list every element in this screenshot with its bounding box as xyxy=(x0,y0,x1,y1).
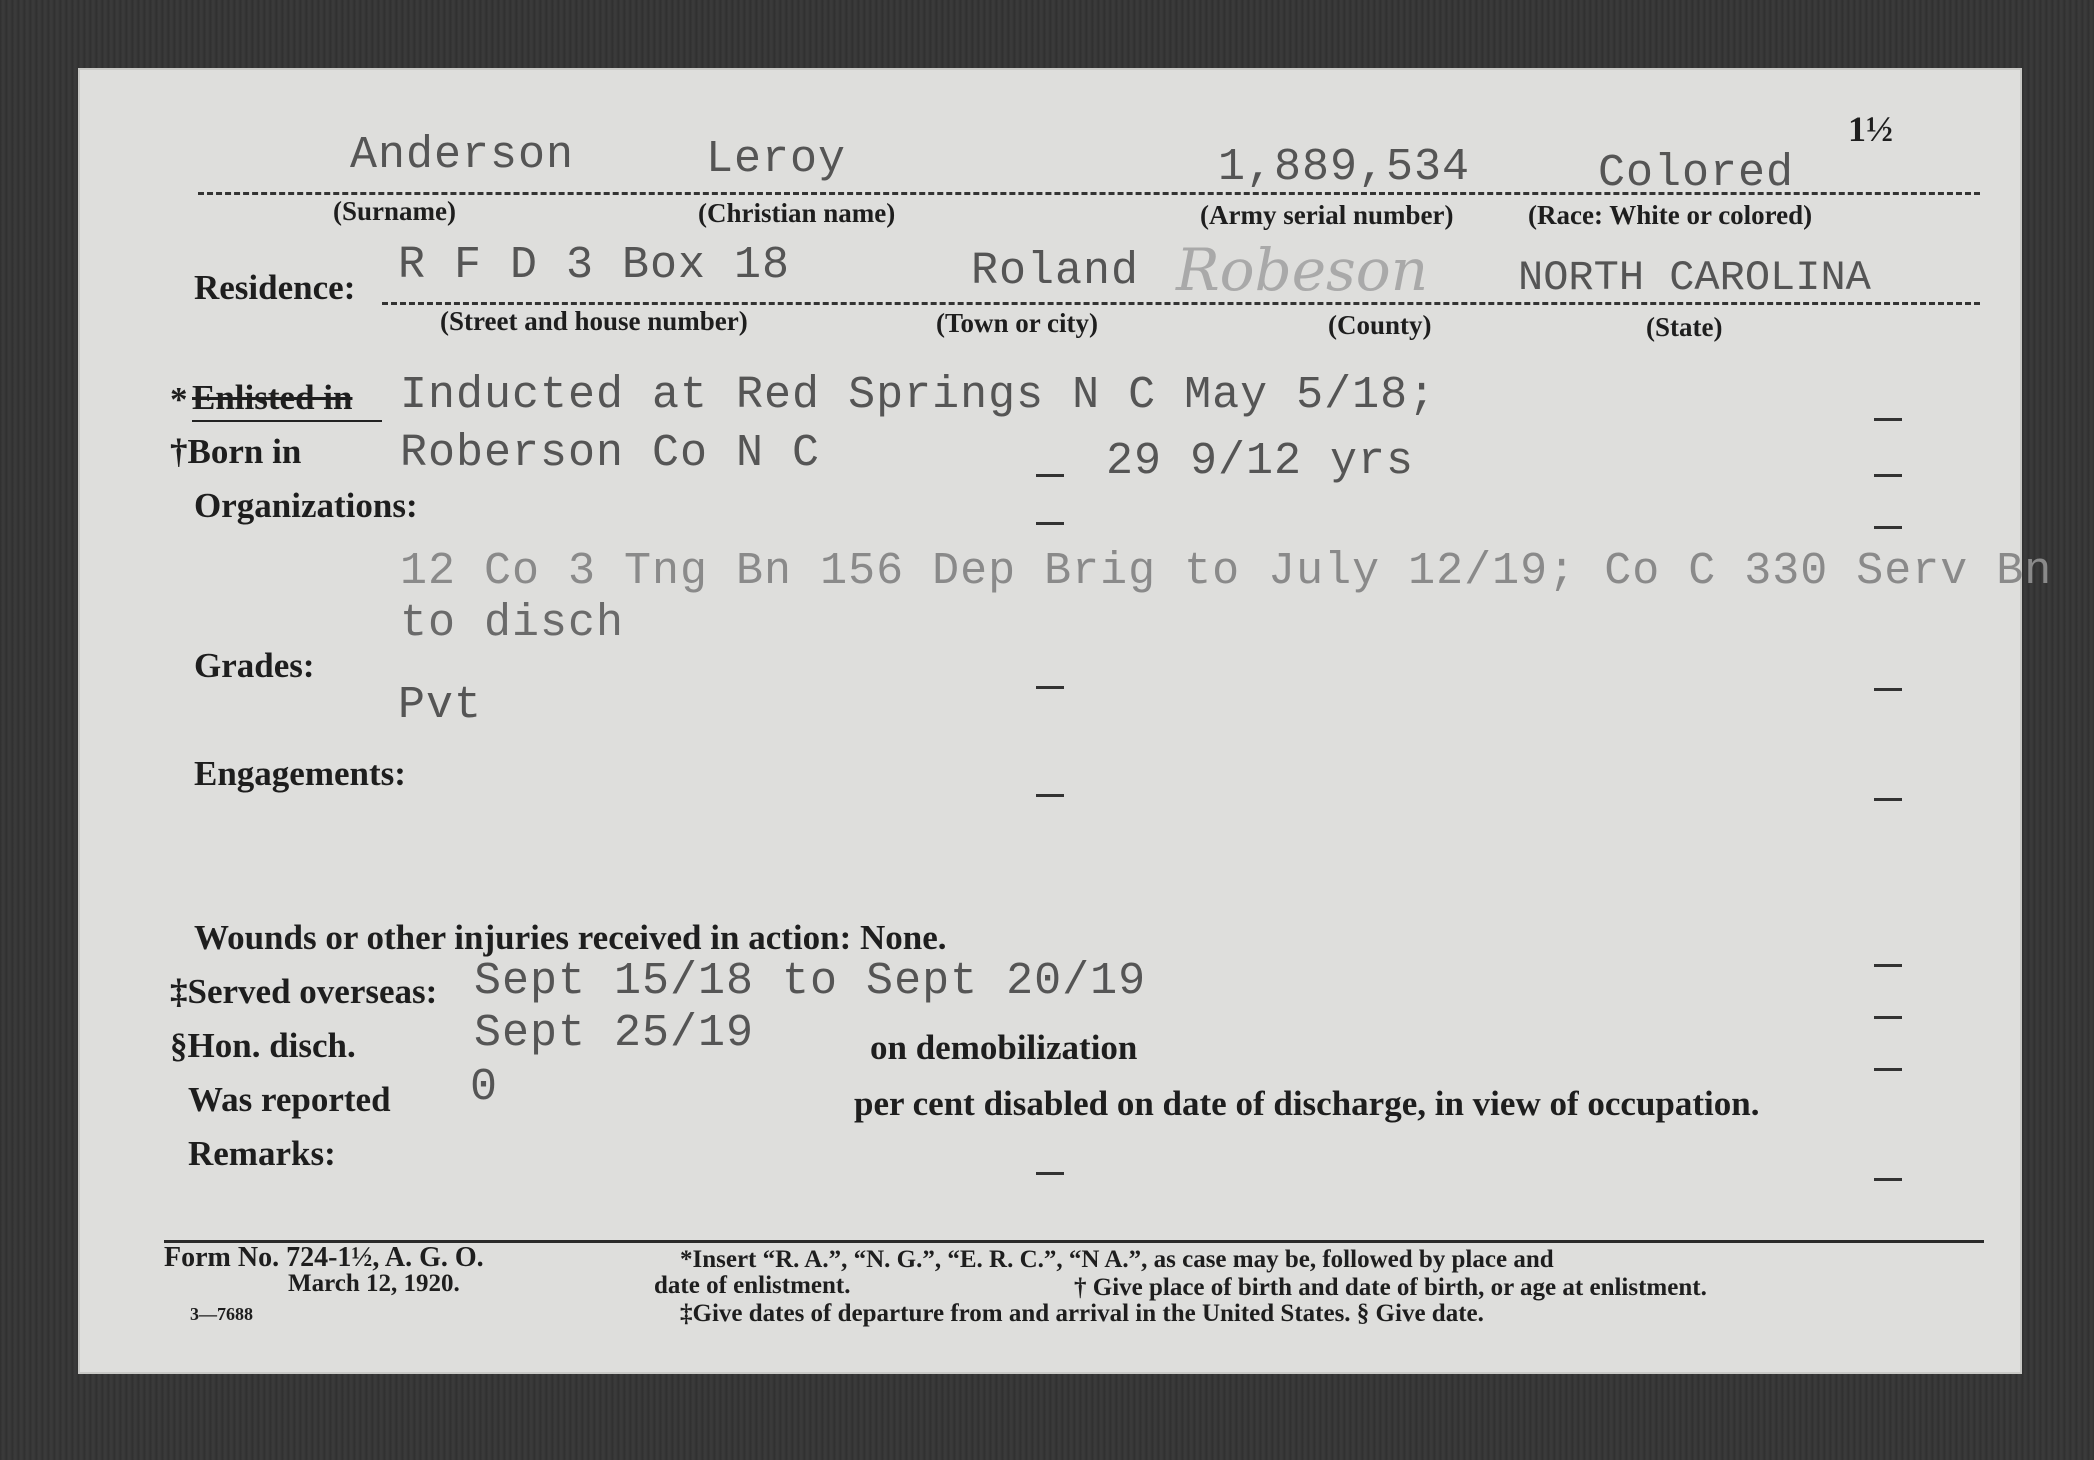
disabled-text: per cent disabled on date of discharge, in view of occupation. xyxy=(854,1084,1760,1123)
form-number: Form No. 724-1½, A. G. O. xyxy=(164,1242,484,1273)
card-number: 1½ xyxy=(1848,109,1893,149)
service-record-card xyxy=(78,68,2053,1374)
dash-marker xyxy=(1874,1178,1902,1181)
enlisted-value: Inducted at Red Springs N C May 5/18; xyxy=(400,370,1437,421)
organizations-line2: to disch xyxy=(400,598,625,649)
dash-marker xyxy=(1874,418,1902,421)
grade-value: Pvt xyxy=(398,680,483,731)
dash-marker xyxy=(1874,688,1902,691)
dash-marker xyxy=(1874,798,1902,801)
dash-marker xyxy=(1036,686,1064,689)
state-caption: (State) xyxy=(1646,312,1723,342)
name-line xyxy=(198,192,1980,195)
overseas-value: Sept 15/18 to Sept 20/19 xyxy=(474,956,1147,1007)
footnote-line2-right: † Give place of birth and date of birth, or age at enlistment. xyxy=(1074,1274,1707,1301)
hon-disch-label: §Hon. disch. xyxy=(170,1026,356,1065)
town-value: Roland xyxy=(971,246,1140,297)
race-caption: (Race: White or colored) xyxy=(1528,200,1813,230)
street-caption: (Street and house number) xyxy=(440,306,748,336)
street-value: R F D 3 Box 18 xyxy=(398,240,791,291)
born-label: †Born in xyxy=(170,432,302,471)
footnote-line1: *Insert “R. A.”, “N. G.”, “E. R. C.”, “N A.”, as case may be, followed by place and xyxy=(680,1246,1554,1273)
born-age-value: 29 9/12 yrs xyxy=(1106,436,1415,487)
surname-caption: (Surname) xyxy=(333,196,456,226)
dash-marker xyxy=(1874,964,1902,967)
dash-marker xyxy=(1874,526,1902,529)
print-code: 3—7688 xyxy=(190,1304,253,1324)
christian-name-caption: (Christian name) xyxy=(698,198,896,228)
organizations-label: Organizations: xyxy=(194,486,418,525)
grades-label: Grades: xyxy=(194,646,315,685)
dash-marker xyxy=(1036,794,1064,797)
engagements-label: Engagements: xyxy=(194,754,406,793)
remarks-label: Remarks: xyxy=(188,1134,336,1173)
hon-disch-value: Sept 25/19 xyxy=(474,1008,755,1059)
surname-value: Anderson xyxy=(350,130,575,181)
dash-marker xyxy=(1874,474,1902,477)
enlisted-underline xyxy=(192,420,382,422)
form-date: March 12, 1920. xyxy=(288,1270,460,1297)
county-handwritten-value: Robeson xyxy=(1176,236,1429,304)
disabled-percent-value: 0 xyxy=(470,1062,499,1113)
enlisted-label: Enlisted in xyxy=(192,378,353,417)
town-caption: (Town or city) xyxy=(936,308,1098,338)
dash-marker xyxy=(1874,1016,1902,1019)
overseas-label: ‡Served overseas: xyxy=(170,972,438,1011)
enlisted-marker: * xyxy=(170,380,188,419)
county-caption: (County) xyxy=(1328,310,1432,340)
christian-name-value: Leroy xyxy=(706,134,847,185)
dash-marker xyxy=(1036,474,1064,477)
footnote-line3: ‡Give dates of departure from and arrival in the United States. § Give date. xyxy=(680,1300,1484,1327)
was-reported-label: Was reported xyxy=(188,1080,391,1119)
wounds-statement: Wounds or other injuries received in action: None. xyxy=(194,918,947,957)
dash-marker xyxy=(1874,1068,1902,1071)
dash-marker xyxy=(1036,522,1064,525)
footnote-line2-left: date of enlistment. xyxy=(654,1272,851,1299)
organizations-line1: 12 Co 3 Tng Bn 156 Dep Brig to July 12/19; Co C 330 Serv Bn xyxy=(400,546,2053,597)
dash-marker xyxy=(1036,1172,1064,1175)
state-value: NORTH CAROLINA xyxy=(1518,254,1871,302)
race-value: Colored xyxy=(1598,148,1795,199)
residence-label: Residence: xyxy=(194,268,356,307)
serial-number-value: 1,889,534 xyxy=(1218,142,1471,193)
residence-line xyxy=(382,302,1980,305)
demobilization-text: on demobilization xyxy=(870,1028,1138,1067)
serial-number-caption: (Army serial number) xyxy=(1200,200,1454,230)
born-place-value: Roberson Co N C xyxy=(400,428,821,479)
